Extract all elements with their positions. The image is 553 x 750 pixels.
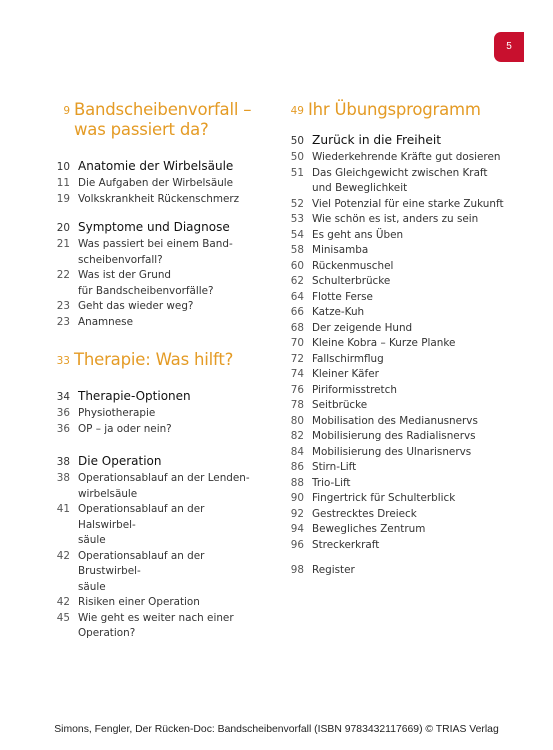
toc-part[interactable] — [46, 350, 256, 370]
entry-text: Zurück in die Freiheit — [312, 133, 442, 147]
toc-entry[interactable] — [280, 243, 530, 259]
entry-text: Anamnese — [78, 315, 133, 328]
entry-page-number: 86 — [290, 461, 304, 473]
toc-entry[interactable] — [46, 549, 256, 596]
toc-part[interactable] — [46, 100, 256, 140]
entry-page-number: 82 — [290, 430, 304, 442]
entry-page-number: 50 — [290, 135, 304, 147]
entry-text: Seitbrücke — [312, 399, 368, 411]
entry-page-number: 80 — [290, 414, 304, 427]
toc-section — [46, 219, 256, 330]
part-page-number: 9 — [63, 105, 70, 117]
entry-text: Mobilisierung des Radialisnervs — [312, 430, 476, 442]
entry-page-number: 84 — [290, 445, 304, 458]
toc-entry[interactable] — [280, 228, 530, 244]
toc-entry[interactable] — [280, 166, 530, 197]
entry-page-number: 94 — [290, 523, 304, 535]
entry-page-number: 10 — [56, 161, 70, 173]
entry-text: Die Aufgaben der Wirbelsäule — [78, 177, 234, 189]
entry-text: Wiederkehrende Kräfte gut dosieren — [312, 151, 501, 163]
entry-text: Viel Potenzial für eine starke Zukunft — [312, 197, 504, 210]
entry-page-number: 66 — [290, 306, 304, 318]
part-title: Therapie: Was hilft? — [74, 350, 234, 369]
toc-entry[interactable] — [280, 305, 530, 321]
entry-page-number: 38 — [56, 456, 70, 468]
entry-page-number: 34 — [56, 391, 70, 403]
toc-chapter-heading[interactable] — [46, 453, 256, 470]
entry-text: Schulterbrücke — [312, 275, 391, 287]
entry-page-number: 42 — [56, 596, 70, 608]
entry-page-number: 45 — [56, 611, 70, 624]
entry-text: Der zeigende Hund — [312, 321, 413, 334]
toc-entry[interactable] — [280, 383, 530, 399]
footer-credit: Simons, Fengler, Der Rücken-Doc: Bandscheibenvorfall (ISBN 9783432117669) © TRIAS Verlag — [54, 724, 499, 735]
toc-entry[interactable] — [280, 445, 530, 461]
entry-page-number: 19 — [56, 192, 70, 205]
entry-text: Gestrecktes Dreieck — [312, 507, 417, 520]
toc-chapter-heading[interactable] — [46, 388, 256, 405]
toc-entry[interactable] — [280, 522, 530, 538]
entry-page-number: 68 — [290, 321, 304, 334]
entry-text: Rückenmuschel — [312, 259, 394, 272]
entry-page-number: 41 — [56, 503, 70, 515]
toc-entry[interactable] — [280, 197, 530, 213]
entry-page-number: 54 — [290, 228, 304, 241]
toc-entry[interactable] — [280, 507, 530, 523]
entry-text: Kleine Kobra – Kurze Planke — [312, 337, 456, 349]
toc-entry[interactable] — [280, 150, 530, 166]
toc-entry[interactable] — [280, 476, 530, 492]
toc-entry[interactable] — [280, 321, 530, 337]
toc-entry[interactable] — [280, 398, 530, 414]
toc-entry[interactable] — [280, 259, 530, 275]
entry-text: Minisamba — [312, 244, 369, 256]
entry-text: Es geht ans Üben — [312, 228, 404, 241]
entry-text: Operationsablauf an der Lenden- wirbelsäule — [78, 472, 250, 500]
part-title: Ihr Übungsprogramm — [308, 100, 481, 119]
entry-page-number: 23 — [56, 315, 70, 328]
entry-text: Flotte Ferse — [312, 290, 373, 303]
toc-entry[interactable] — [280, 491, 530, 507]
entry-page-number: 76 — [290, 383, 304, 396]
page-number-badge: 5 — [494, 32, 524, 62]
entry-page-number: 96 — [290, 538, 304, 551]
entry-page-number: 21 — [56, 238, 70, 250]
entry-page-number: 36 — [56, 422, 70, 435]
entry-text: Symptome und Diagnose — [78, 220, 230, 234]
entry-page-number: 88 — [290, 476, 304, 489]
toc-entry[interactable] — [280, 538, 530, 554]
entry-page-number: 38 — [56, 472, 70, 484]
toc-entry[interactable] — [280, 414, 530, 430]
toc-entry[interactable] — [46, 299, 256, 315]
entry-text: Piriformisstretch — [312, 383, 397, 396]
entry-page-number: 78 — [290, 399, 304, 411]
toc-entry[interactable] — [280, 460, 530, 476]
entry-text: Wie geht es weiter nach einer Operation? — [78, 611, 234, 639]
toc-chapter-heading[interactable] — [280, 132, 530, 149]
toc-entry[interactable] — [280, 290, 530, 306]
entry-page-number: 53 — [290, 213, 304, 225]
entry-text: Streckerkraft — [312, 538, 380, 551]
entry-page-number: 11 — [56, 177, 70, 189]
toc-entry[interactable] — [46, 268, 256, 299]
entry-text: Was ist der Grund für Bandscheibenvorfälle? — [78, 269, 214, 297]
entry-text: Physiotherapie — [78, 407, 156, 419]
toc-entry[interactable] — [280, 367, 530, 383]
exercise-list — [280, 150, 530, 553]
toc-right-column — [280, 100, 530, 579]
toc-entry[interactable] — [46, 406, 256, 422]
entry-page-number: 36 — [56, 407, 70, 419]
toc-entry[interactable] — [46, 471, 256, 502]
entry-text: Trio-Lift — [312, 476, 351, 489]
entry-page-number: 42 — [56, 549, 70, 562]
toc-part[interactable] — [280, 100, 530, 120]
entry-page-number: 50 — [290, 151, 304, 163]
entry-text: Bewegliches Zentrum — [312, 523, 426, 535]
part-title: Bandscheibenvorfall – was passiert da? — [74, 100, 252, 139]
toc-section — [46, 158, 256, 207]
toc-section — [46, 453, 256, 642]
entry-text: Geht das wieder weg? — [78, 300, 194, 312]
entry-page-number: 52 — [290, 197, 304, 210]
toc-entry[interactable] — [46, 595, 256, 611]
entry-text: Stirn-Lift — [312, 461, 357, 473]
toc-entry[interactable] — [280, 336, 530, 352]
entry-text: Risiken einer Operation — [78, 596, 200, 608]
toc-entry[interactable] — [46, 502, 256, 549]
entry-page-number: 22 — [56, 269, 70, 281]
toc-entry-register[interactable] — [280, 563, 530, 579]
toc-entry[interactable] — [46, 176, 256, 192]
toc-entry[interactable] — [280, 429, 530, 445]
entry-text: Fingertrick für Schulterblick — [312, 492, 456, 504]
part-page-number: 49 — [290, 105, 304, 117]
entry-text: Volkskrankheit Rückenschmerz — [78, 192, 240, 205]
toc-entry[interactable] — [46, 611, 256, 642]
toc-entry[interactable] — [46, 422, 256, 438]
entry-page-number: 20 — [56, 222, 70, 234]
toc-entry[interactable] — [46, 315, 256, 331]
entry-text: Wie schön es ist, anders zu sein — [312, 213, 479, 225]
entry-text: Operationsablauf an der Brustwirbel- säule — [78, 549, 205, 593]
entry-text: Was passiert bei einem Band- scheibenvorfall? — [78, 238, 233, 266]
toc-entry[interactable] — [46, 192, 256, 208]
toc-chapter-heading[interactable] — [46, 219, 256, 236]
entry-text: Fallschirmflug — [312, 352, 384, 365]
entry-page-number: 60 — [290, 259, 304, 272]
entry-page-number: 23 — [56, 300, 70, 312]
entry-text: Register — [312, 564, 355, 576]
entry-text: Katze-Kuh — [312, 306, 365, 318]
entry-page-number: 62 — [290, 275, 304, 287]
entry-text: Die Operation — [78, 454, 162, 468]
entry-text: Mobilisation des Medianusnervs — [312, 414, 478, 427]
part-page-number: 33 — [56, 355, 70, 367]
entry-page-number: 64 — [290, 290, 304, 303]
entry-page-number: 58 — [290, 244, 304, 256]
entry-text: Operationsablauf an der Halswirbel- säule — [78, 503, 205, 546]
toc-chapter-heading[interactable] — [46, 158, 256, 175]
entry-page-number: 98 — [290, 564, 304, 576]
toc-entry[interactable] — [280, 274, 530, 290]
toc-entry[interactable] — [280, 212, 530, 228]
entry-page-number: 90 — [290, 492, 304, 504]
entry-page-number: 72 — [290, 352, 304, 365]
toc-entry[interactable] — [280, 352, 530, 368]
entry-text: Anatomie der Wirbelsäule — [78, 159, 234, 173]
entry-text: Das Gleichgewicht zwischen Kraft und Beweglichkeit — [312, 166, 488, 194]
entry-page-number: 70 — [290, 337, 304, 349]
entry-text: Kleiner Käfer — [312, 368, 379, 380]
entry-page-number: 92 — [290, 507, 304, 520]
toc-section — [46, 388, 256, 437]
entry-text: Mobilisierung des Ulnarisnervs — [312, 445, 472, 458]
toc-left-column — [46, 100, 256, 654]
entry-text: OP – ja oder nein? — [78, 422, 172, 435]
entry-text: Therapie-Optionen — [78, 389, 191, 403]
entry-page-number: 74 — [290, 368, 304, 380]
entry-page-number: 51 — [290, 166, 304, 179]
toc-entry[interactable] — [46, 237, 256, 268]
